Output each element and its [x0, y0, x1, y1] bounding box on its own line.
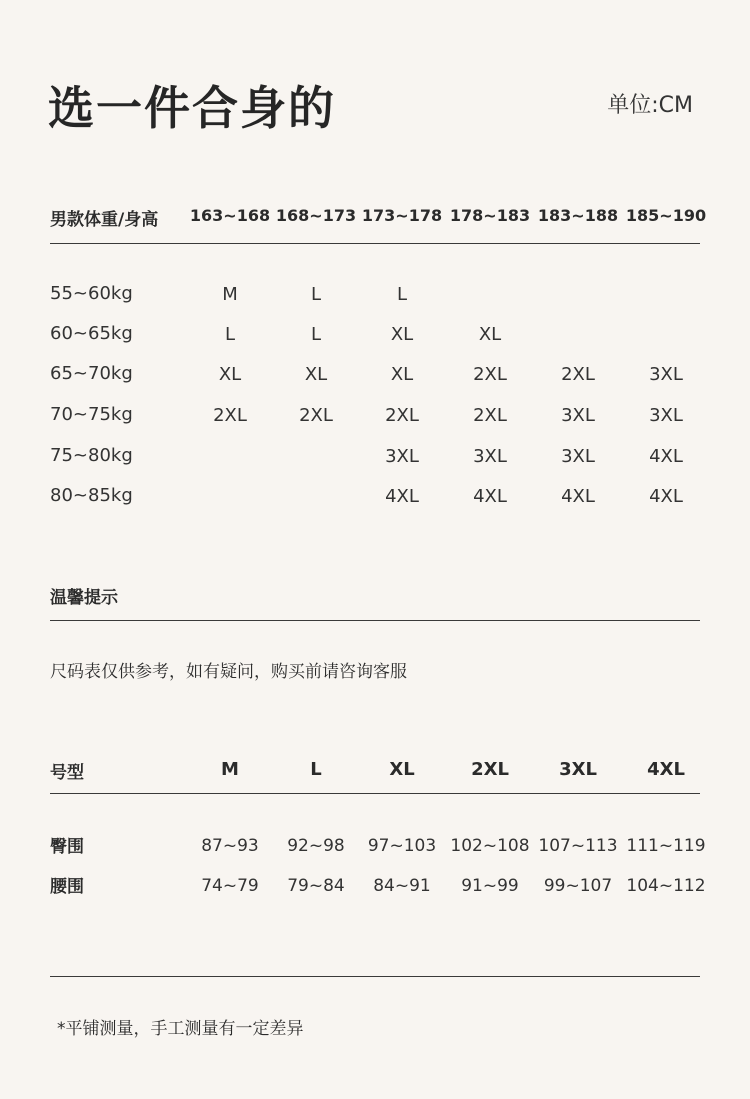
weight-row-label: 70~75kg	[50, 404, 133, 425]
size-cell: L	[310, 284, 322, 305]
size-cell: 2XL	[213, 405, 247, 426]
measure-row-label: 腰围	[50, 877, 84, 897]
measure-cell: 91~99	[461, 876, 519, 896]
size-cell: 3XL	[473, 446, 507, 467]
measure-cell: 102~108	[450, 836, 530, 856]
tips-heading: 温馨提示	[50, 588, 118, 608]
measure-column-header: M	[221, 759, 239, 780]
size-column-header: 178~183	[449, 206, 531, 225]
size-cell: 4XL	[649, 446, 683, 467]
unit-label: 单位:CM	[607, 93, 693, 118]
measure-cell: 99~107	[543, 876, 613, 896]
measure-cell: 84~91	[373, 876, 431, 896]
measure-table-divider	[50, 793, 700, 794]
footer-divider	[50, 976, 700, 977]
weight-row-label: 75~80kg	[50, 445, 133, 466]
measure-cell: 107~113	[538, 836, 618, 856]
size-cell: L	[224, 324, 236, 345]
measure-cell: 97~103	[367, 836, 437, 856]
size-cell: 3XL	[649, 364, 683, 385]
size-cell: 2XL	[473, 405, 507, 426]
size-cell: 2XL	[385, 405, 419, 426]
size-cell: L	[310, 324, 322, 345]
measure-column-header: XL	[389, 759, 415, 780]
size-cell: 2XL	[473, 364, 507, 385]
size-column-header: 173~178	[361, 206, 443, 225]
measure-cell: 79~84	[287, 876, 345, 896]
size-cell: 4XL	[561, 486, 595, 507]
weight-row-label: 65~70kg	[50, 363, 133, 384]
size-cell: XL	[390, 364, 414, 385]
measure-cell: 111~119	[626, 836, 706, 856]
size-table-corner: 男款体重/身高	[50, 210, 159, 230]
tips-divider	[50, 620, 700, 621]
tips-text: 尺码表仅供参考，如有疑问，购买前请咨询客服	[50, 662, 407, 682]
size-cell: 3XL	[561, 446, 595, 467]
weight-row-label: 60~65kg	[50, 323, 133, 344]
measure-column-header: L	[310, 759, 322, 780]
size-column-header: 163~168	[189, 206, 271, 225]
measure-table-corner: 号型	[50, 763, 84, 783]
weight-row-label: 55~60kg	[50, 283, 133, 304]
size-cell: 2XL	[299, 405, 333, 426]
size-cell: L	[396, 284, 408, 305]
page-title: 选一件合身的	[48, 81, 336, 135]
measure-cell: 104~112	[626, 876, 706, 896]
measure-column-header: 3XL	[559, 759, 597, 780]
size-column-header: 168~173	[275, 206, 357, 225]
measure-column-header: 4XL	[647, 759, 685, 780]
size-column-header: 185~190	[625, 206, 707, 225]
footnote: *平铺测量，手工测量有一定差异	[57, 1019, 304, 1039]
size-cell: M	[222, 284, 238, 305]
size-cell: 4XL	[385, 486, 419, 507]
measure-cell: 87~93	[201, 836, 259, 856]
measure-cell: 74~79	[201, 876, 259, 896]
size-cell: 3XL	[561, 405, 595, 426]
measure-row-label: 臀围	[50, 837, 84, 857]
measure-column-header: 2XL	[471, 759, 509, 780]
size-cell: XL	[218, 364, 242, 385]
size-cell: 3XL	[649, 405, 683, 426]
measure-cell: 92~98	[287, 836, 345, 856]
size-cell: 2XL	[561, 364, 595, 385]
size-cell: XL	[390, 324, 414, 345]
size-table-divider	[50, 243, 700, 244]
weight-row-label: 80~85kg	[50, 485, 133, 506]
size-cell: XL	[478, 324, 502, 345]
size-cell: XL	[304, 364, 328, 385]
size-cell: 4XL	[473, 486, 507, 507]
size-cell: 3XL	[385, 446, 419, 467]
size-column-header: 183~188	[537, 206, 619, 225]
size-cell: 4XL	[649, 486, 683, 507]
